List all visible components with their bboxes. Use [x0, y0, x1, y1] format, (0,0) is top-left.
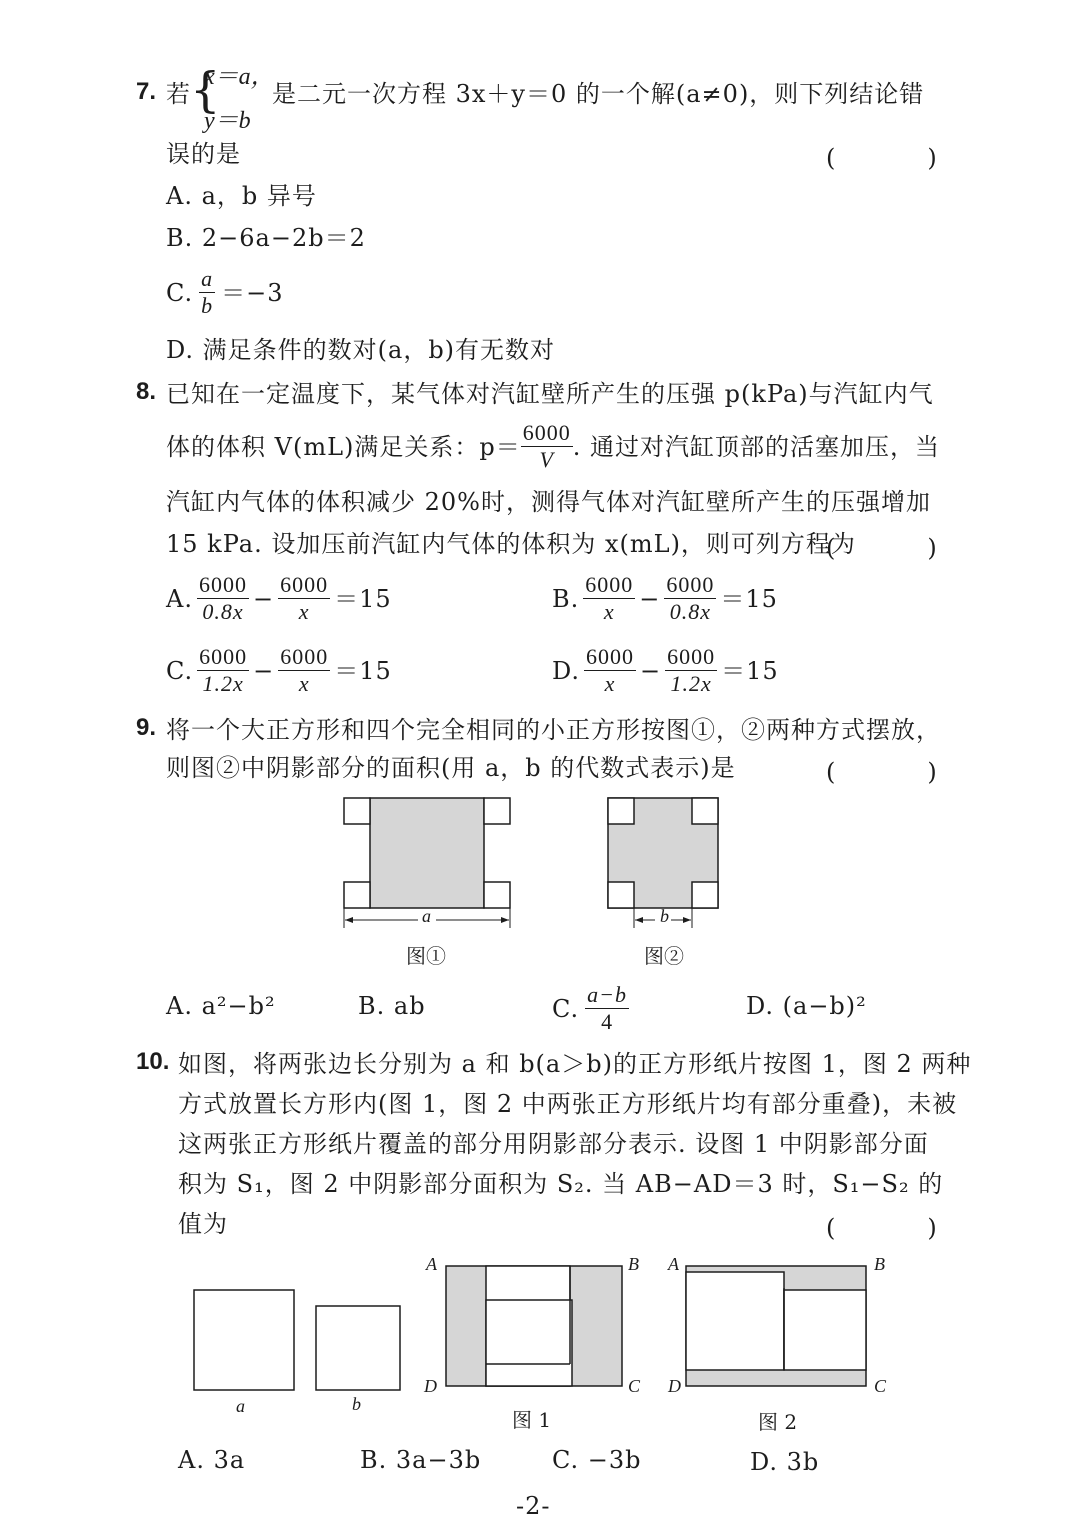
q7-option-c-fraction [199, 266, 215, 319]
fraction-denominator: 0.8x [669, 599, 711, 624]
fraction-numerator: 6000 [586, 644, 635, 669]
q10-answer-blank: ( ) [826, 1214, 971, 1242]
q9-fig1-dimension-a: a [422, 906, 431, 926]
fraction-denominator: 4 [601, 1009, 614, 1034]
fraction [584, 644, 636, 697]
q8-line4: 15 kPa. 设加压前汽缸内气体的体积为 x(mL)，则可列方程为 [166, 530, 856, 558]
q8-formula-fraction [521, 420, 573, 473]
minus-sign: − [252, 584, 275, 613]
q10-fig2-corner-c: C [874, 1376, 887, 1396]
q7-stem-line2: 误的是 [166, 140, 241, 168]
fraction-numerator: a [201, 266, 214, 291]
q8-line2-post: . 通过对汽缸顶部的活塞加压，当 [572, 432, 941, 461]
q8-option-d [552, 644, 779, 697]
q10-option-b: B. 3a−3b [360, 1446, 482, 1474]
q10-figure-1 [440, 1260, 630, 1390]
q10-fig2-corner-d: D [668, 1376, 681, 1396]
square-a-shape [194, 1290, 294, 1390]
small-square [608, 882, 634, 908]
q10-label-b: b [352, 1394, 361, 1414]
q10-line3: 这两张正方形纸片覆盖的部分用阴影部分表示. 设图 1 中阴影部分面 [178, 1130, 929, 1158]
fraction-numerator: 6000 [585, 572, 634, 597]
q7-system-line1: x＝a， [204, 64, 275, 90]
option-label: D. [552, 656, 581, 685]
q7-number: 7. [136, 78, 157, 105]
q10-fig1-corner-d: D [424, 1376, 437, 1396]
q8-option-b [552, 572, 778, 625]
option-label: A. [166, 584, 193, 613]
q7-answer-blank: ( ) [826, 144, 971, 172]
q7-stem-line1: 是二元一次方程 3x＋y＝0 的一个解(a≠0)，则下列结论错 [272, 80, 925, 108]
fraction-numerator: 6000 [667, 644, 716, 669]
q10-fig1-corner-a: A [426, 1254, 437, 1274]
small-square [608, 798, 634, 824]
q9-option-d: D. (a−b)² [746, 992, 867, 1020]
q7-option-c-tail: ＝−3 [221, 278, 284, 307]
small-square [344, 798, 370, 824]
q10-square-a [190, 1286, 300, 1396]
q8-line3: 汽缸内气体的体积减少 20%时，测得气体对汽缸壁所产生的压强增加 [166, 488, 931, 516]
fraction-numerator: 6000 [198, 572, 247, 597]
q7-option-c-label: C. [166, 278, 194, 307]
q7-system-brace: { [190, 62, 221, 118]
fraction-denominator: 0.8x [202, 599, 244, 624]
q7-option-a: A. a，b 异号 [166, 182, 317, 210]
arrow-right-icon [683, 917, 691, 923]
equation-tail: ＝15 [334, 584, 392, 613]
fraction [278, 644, 330, 697]
q8-line1: 已知在一定温度下，某气体对汽缸壁所产生的压强 p(kPa)与汽缸内气 [166, 380, 934, 408]
option-label: C. [166, 656, 194, 685]
small-square [692, 798, 718, 824]
equation-tail: ＝15 [720, 584, 778, 613]
q9-figure-2 [594, 790, 744, 940]
q10-fig1-corner-b: B [628, 1254, 639, 1274]
small-square [484, 798, 510, 824]
minus-sign: − [640, 656, 662, 685]
q10-option-d: D. 3b [750, 1448, 820, 1476]
option-label: C. [552, 994, 580, 1023]
q9-fig2-dimension-b: b [660, 906, 669, 926]
square-a-paper [686, 1272, 784, 1370]
q9-line2: 则图②中阴影部分的面积(用 a，b 的代数式表示)是 [166, 754, 736, 782]
square-a-paper [486, 1300, 572, 1386]
q8-answer-blank: ( ) [826, 534, 971, 562]
fraction-numerator: 6000 [280, 572, 329, 597]
q9-option-c [552, 982, 629, 1035]
fraction-denominator: V [539, 447, 554, 472]
fraction [585, 982, 629, 1035]
q10-fig2-corner-a: A [668, 1254, 679, 1274]
q9-line1: 将一个大正方形和四个完全相同的小正方形按图①，②两种方式摆放， [166, 716, 941, 744]
fraction-denominator: x [298, 671, 310, 696]
fraction-denominator: b [201, 293, 214, 318]
fraction-denominator: x [603, 599, 615, 624]
fraction-numerator: 6000 [280, 644, 329, 669]
q9-number: 9. [136, 714, 157, 741]
q10-label-a: a [236, 1396, 245, 1416]
q7-lead: 若 [166, 80, 191, 108]
q10-number: 10. [136, 1048, 170, 1075]
q10-option-c: C. −3b [552, 1446, 642, 1474]
fraction-denominator: 1.2x [202, 671, 244, 696]
q10-fig2-corner-b: B [874, 1254, 885, 1274]
q10-figure-2 [680, 1260, 870, 1390]
q8-line2-pre: 体的体积 V(mL)满足关系：p＝ [166, 432, 521, 461]
fraction-numerator: 6000 [199, 644, 248, 669]
fraction [583, 572, 635, 625]
q10-option-a: A. 3a [178, 1446, 246, 1474]
arrow-right-icon [501, 917, 509, 923]
fraction [278, 572, 330, 625]
q10-line4: 积为 S₁，图 2 中阴影部分面积为 S₂. 当 AB−AD＝3 时，S₁−S₂ 的 [178, 1170, 944, 1198]
q10-fig2-caption: 图 2 [758, 1410, 798, 1434]
square-b-shape [316, 1306, 400, 1390]
q10-line1: 如图，将两张边长分别为 a 和 b(a＞b)的正方形纸片按图 1，图 2 两种 [178, 1050, 972, 1078]
equation-tail: ＝15 [334, 656, 392, 685]
fraction-denominator: 1.2x [670, 671, 712, 696]
option-label: B. [552, 584, 580, 613]
arrow-left-icon [635, 917, 643, 923]
fraction [664, 572, 716, 625]
fraction-denominator: x [298, 599, 310, 624]
q8-option-a [166, 572, 392, 625]
minus-sign: − [253, 656, 275, 685]
q8-number: 8. [136, 378, 157, 405]
q9-option-b: B. ab [358, 992, 426, 1020]
square-b-paper [784, 1290, 866, 1370]
q7-option-c [166, 266, 284, 319]
arrow-left-icon [345, 917, 353, 923]
small-square [692, 882, 718, 908]
q10-fig1-caption: 图 1 [512, 1408, 552, 1432]
q9-fig2-caption: 图② [644, 944, 684, 968]
fraction [197, 644, 249, 697]
small-square [344, 882, 370, 908]
q10-fig1-corner-c: C [628, 1376, 641, 1396]
large-square [370, 798, 484, 908]
q7-option-d: D. 满足条件的数对(a，b)有无数对 [166, 336, 556, 364]
equation-tail: ＝15 [721, 656, 779, 685]
fraction [197, 572, 249, 625]
q10-square-b [312, 1302, 404, 1394]
minus-sign: − [639, 584, 661, 613]
fraction-numerator: 6000 [666, 572, 715, 597]
fraction-numerator: 6000 [522, 420, 571, 445]
q7-system-line2: y＝b [204, 108, 251, 134]
fraction-denominator: x [604, 671, 616, 696]
page-number: -2- [516, 1492, 551, 1520]
q10-line2: 方式放置长方形内(图 1，图 2 中两张正方形纸片均有部分重叠)，未被 [178, 1090, 958, 1118]
q9-fig1-caption: 图① [406, 944, 446, 968]
q9-option-a: A. a²−b² [166, 992, 276, 1020]
q7-option-b: B. 2−6a−2b＝2 [166, 224, 366, 252]
q8-line2 [166, 420, 940, 473]
fraction [665, 644, 717, 697]
small-square [484, 882, 510, 908]
q10-line5: 值为 [178, 1210, 228, 1238]
q9-answer-blank: ( ) [826, 758, 971, 786]
q8-option-c [166, 644, 392, 697]
fraction-numerator: a−b [587, 982, 627, 1007]
